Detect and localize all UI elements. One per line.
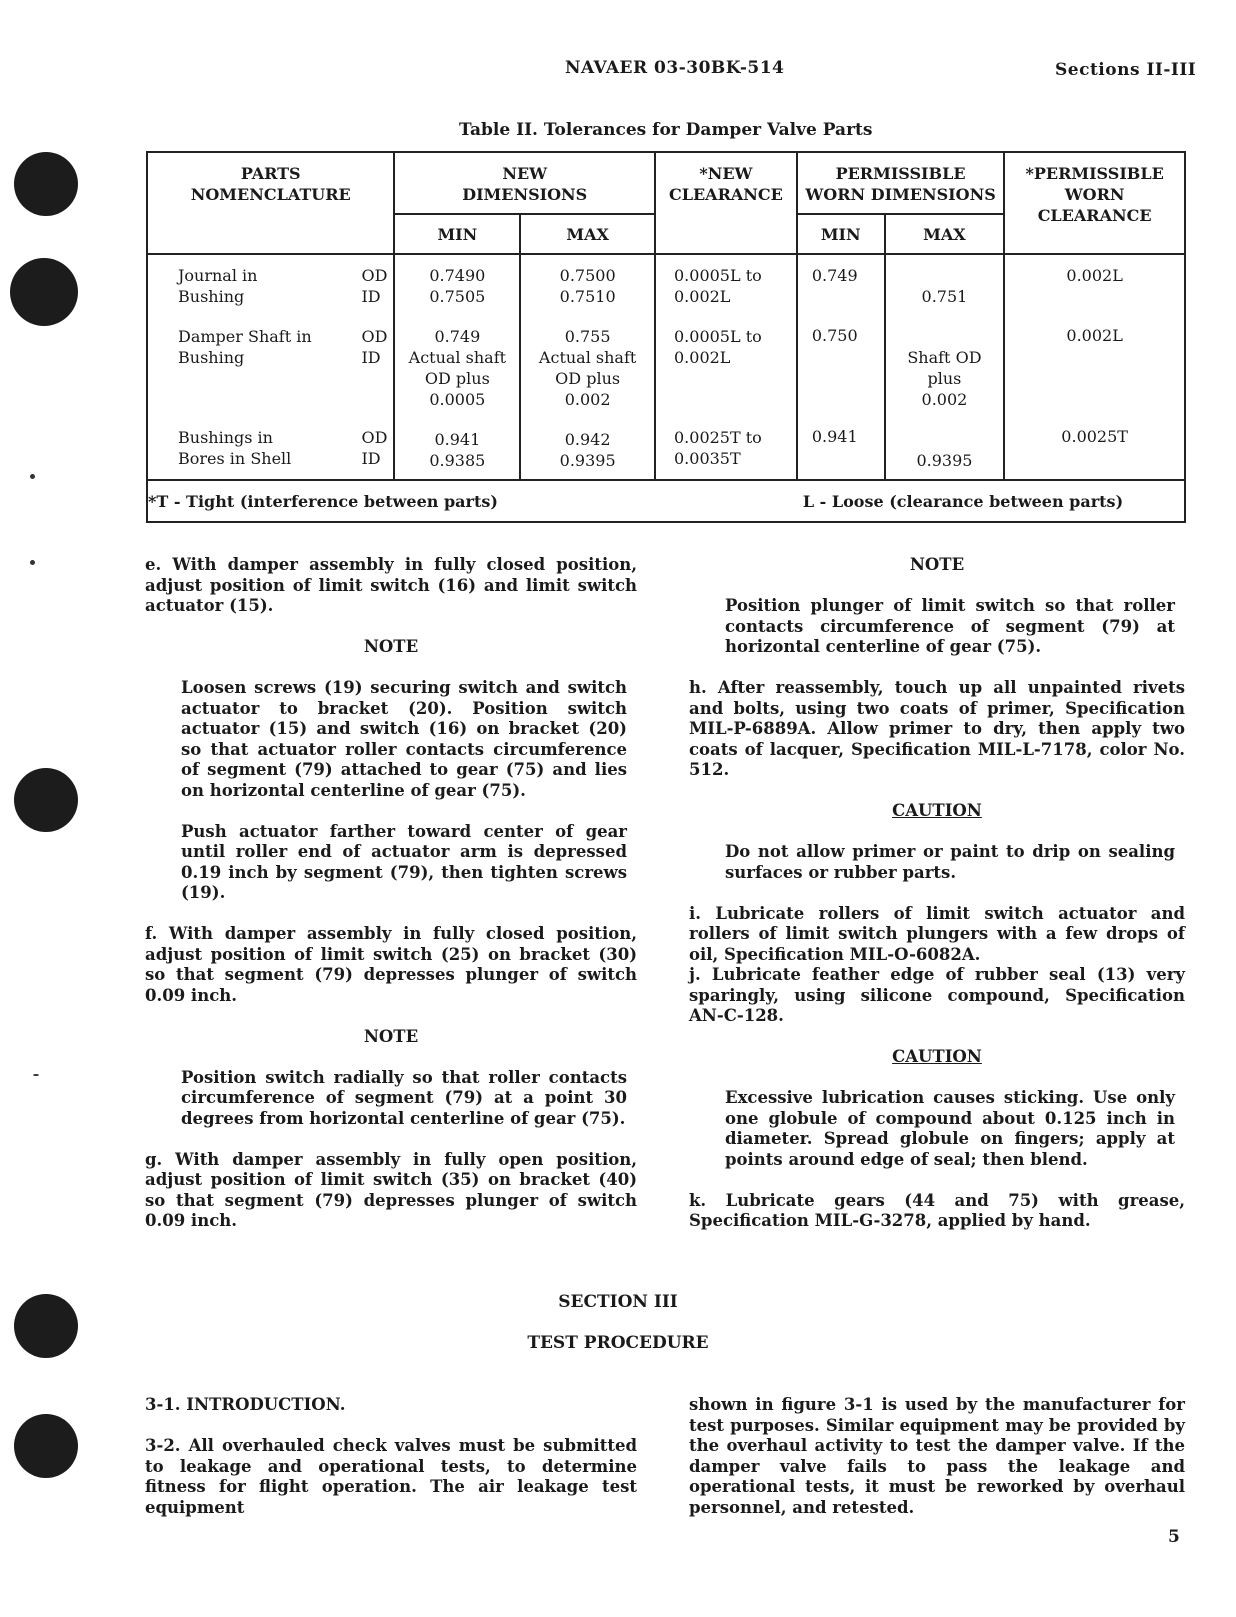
worn-max-value: Shaft OD plus 0.002	[907, 348, 982, 409]
note-paragraph: Push actuator farther toward center of gear until roller end of actuator arm is depressed 0.19 inch by segment (79), then tighten screws (19).	[181, 821, 627, 902]
footnote-loose: L - Loose (clearance between parts)	[797, 480, 1185, 522]
worn-min-column	[797, 254, 885, 480]
table-body-row	[147, 254, 1185, 480]
header-permissible-worn-dimensions: PERMISSIBLE WORN DIMENSIONS	[797, 152, 1004, 214]
new-min-column	[394, 254, 520, 480]
header-new-min: MIN	[394, 214, 520, 254]
od-id-label: OD ID	[361, 266, 388, 306]
note-paragraph: Position plunger of limit switch so that roller contacts circumference of segment (79) at horizontal centerline of gear (75).	[725, 596, 1175, 656]
new-min-value: 0.7490 0.7505	[429, 266, 486, 306]
paragraph-3-2: 3-2. All overhauled check valves must be submitted to leakage and operational tests, to determine fitness for flight operation. The air leakage test equipment	[145, 1436, 637, 1517]
note-heading: NOTE	[909, 555, 965, 574]
header-new-max: MAX	[520, 214, 655, 254]
section-range: Sections II-III	[1055, 60, 1197, 80]
table-caption: Table II. Tolerances for Damper Valve Parts	[459, 120, 873, 140]
step-j: j. Lubricate feather edge of rubber seal (13) very sparingly, using silicone compound, Specification AN-C-128.	[689, 965, 1185, 1025]
section-left-column	[145, 1395, 637, 1539]
footnote-tight: *T - Tight (interference between parts)	[147, 480, 797, 522]
header-new-dimensions: NEW DIMENSIONS	[394, 152, 655, 214]
header-parts-nomenclature: PARTS NOMENCLATURE	[147, 152, 394, 254]
part-name: Journal in Bushing	[178, 266, 258, 306]
tolerances-table	[146, 151, 1186, 523]
caution-paragraph: Do not allow primer or paint to drip on sealing surfaces or rubber parts.	[725, 842, 1175, 882]
new-min-value: 0.749 Actual shaft OD plus 0.0005	[408, 327, 507, 409]
note-heading: NOTE	[363, 637, 419, 656]
paragraph-3-1: 3-1. INTRODUCTION.	[145, 1395, 346, 1414]
new-clearance-column	[655, 254, 797, 480]
binder-hole	[14, 1414, 78, 1478]
header-new-clearance: *NEW CLEARANCE	[655, 152, 797, 254]
new-max-value: 0.942 0.9395	[559, 430, 616, 470]
step-k: k. Lubricate gears (44 and 75) with grease, Specification MIL-G-3278, applied by hand.	[689, 1190, 1185, 1230]
new-clearance-value: 0.0005L to 0.002L	[674, 266, 762, 306]
header-worn-min: MIN	[797, 214, 885, 254]
new-max-value: 0.755 Actual shaft OD plus 0.002	[538, 327, 637, 409]
header-permissible-worn-clearance: *PERMISSIBLE WORN CLEARANCE	[1004, 152, 1185, 254]
page-number: 5	[1168, 1527, 1181, 1547]
od-id-label: OD ID	[361, 327, 388, 367]
worn-min-value: 0.749	[811, 266, 858, 285]
note-paragraph: Loosen screws (19) securing switch and switch actuator to bracket (20). Position switch actuator (15) and switch (16) on bracket (20) so that actuator roller contacts circumference of segment (79) attached to gear (75) and lies on horizontal centerline of gear (75).	[181, 678, 627, 800]
paragraph-3-2-continued: shown in figure 3-1 is used by the manufacturer for test purposes. Similar equipment may be provided by the overhaul activity to test the damper valve. If the damper valve fails to pass the leakage and operational tests, it must be reworked by overhaul personnel, and retested.	[689, 1395, 1185, 1517]
new-min-value: 0.941 0.9385	[429, 430, 486, 470]
new-max-value: 0.7500 0.7510	[559, 266, 616, 306]
note-heading: NOTE	[363, 1026, 419, 1046]
left-column	[145, 555, 637, 1252]
od-id-label: OD ID	[361, 428, 388, 468]
step-g: g. With damper assembly in fully open position, adjust position of limit switch (35) on bracket (40) so that segment (79) depresses plunger of switch 0.09 inch.	[145, 1149, 637, 1230]
header-worn-max: MAX	[885, 214, 1005, 254]
worn-min-value: 0.941	[811, 427, 858, 446]
scan-speck	[33, 1074, 39, 1076]
caution-heading: CAUTION	[892, 1047, 982, 1066]
worn-clearance-value: 0.0025T	[1061, 427, 1128, 446]
worn-clearance-column	[1004, 254, 1185, 480]
worn-max-value: 0.751	[921, 287, 968, 306]
document-number: NAVAER 03-30BK-514	[565, 58, 785, 78]
note-paragraph: Position switch radially so that roller contacts circumference of segment (79) at a point 30 degrees from horizontal centerline of gear (75).	[181, 1067, 627, 1128]
binder-hole	[14, 768, 78, 832]
worn-min-value: 0.750	[811, 326, 858, 345]
caution-paragraph: Excessive lubrication causes sticking. Use only one globule of compound about 0.125 inch in diameter. Spread globule on fingers; apply at points around edge of seal; then blend.	[725, 1088, 1175, 1169]
step-e: e. With damper assembly in fully closed position, adjust position of limit switch (16) and limit switch actuator (15).	[145, 555, 637, 615]
part-name: Bushings in Bores in Shell	[178, 428, 292, 468]
binder-hole	[10, 258, 78, 326]
worn-max-value: 0.9395	[916, 451, 973, 470]
section-subtitle: TEST PROCEDURE	[527, 1333, 709, 1353]
step-h: h. After reassembly, touch up all unpainted rivets and bolts, using two coats of primer, Specification MIL-P-6889A. Allow primer to dry, then apply two coats of lacquer, Specification MIL-L-7178, color No. 512.	[689, 678, 1185, 779]
caution-heading: CAUTION	[892, 801, 982, 820]
worn-clearance-value: 0.002L	[1066, 266, 1123, 285]
worn-clearance-value: 0.002L	[1066, 326, 1123, 345]
section-right-column	[689, 1395, 1185, 1539]
new-clearance-value: 0.0005L to 0.002L	[674, 327, 762, 367]
scan-speck	[30, 560, 35, 565]
right-column	[689, 555, 1185, 1252]
step-i: i. Lubricate rollers of limit switch actuator and rollers of limit switch plungers with a few drops of oil, Specification MIL-O-6082A.	[689, 903, 1185, 964]
part-names-column	[178, 265, 312, 469]
od-id-column	[361, 265, 387, 469]
new-max-column	[520, 254, 655, 480]
scan-speck	[30, 474, 35, 479]
binder-hole	[14, 152, 78, 216]
part-name: Damper Shaft in Bushing	[178, 327, 312, 367]
worn-max-column	[885, 254, 1005, 480]
section-title: SECTION III	[558, 1292, 678, 1312]
step-f: f. With damper assembly in fully closed position, adjust position of limit switch (25) on bracket (30) so that segment (79) depresses plunger of switch 0.09 inch.	[145, 924, 637, 1005]
new-clearance-value: 0.0025T to 0.0035T	[674, 428, 762, 468]
